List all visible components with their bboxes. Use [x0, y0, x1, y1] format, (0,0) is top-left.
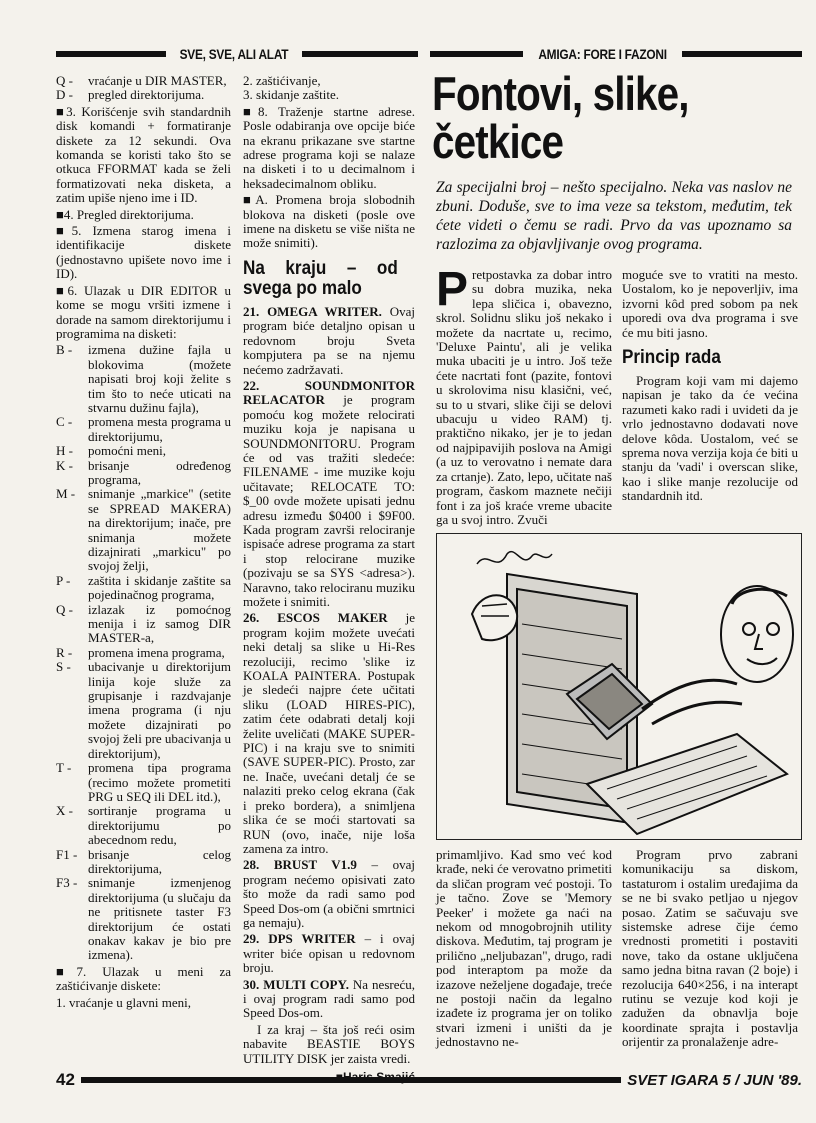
footer-rule: [81, 1077, 621, 1083]
paragraph: 22. SOUNDMONITOR RELACATOR je program pomoću kog možete relocirati muziku koja je napisana u SOUNDMONITORU. Program će od vas tražiti sledeće: FILENAME - ime muzike koju učitavate; RELOCATE TO: $_00 ovde možete upisati jednu adresu između $0400 i $9F00. Kada program završi relociranje ispisaće adrese programa za start i stop relocirane muzike (pozivaju se sa SYS <adresa>). Naravno, tako relociranu muziku možete i snimiti.: [243, 377, 415, 609]
paragraph: 26. ESCOS MAKER je program kojim možete uvećati neki detalj sa slike u Hi-Res rezoluciji, recimo 'slike iz KOALA PAINTERA. Postupak je sledeći najpre ćete učitati sliku (LOAD HIRES-PIC), zatim ćete odabrati detalj koji želite uveličati (MAKE SUPER-PIC) i na kraju sve to snimiti (SAVE SUPER-PIC). Prosto, zar ne. Inače, uvećani detalj će se nalaziti preko celog ekrana (čak i preko bordera), a snimljena slika će se moći startovati sa RUN (ovo, inače, nije loša zamena za intro.: [243, 610, 415, 856]
section-title-right: AMIGA: FORE I FAZONI: [538, 46, 667, 62]
subheading: Princip rada: [622, 347, 721, 369]
paragraph: ■3. Korišćenje svih standardnih disk komandi + formatiranje diskete za 12 sekundi. Ova komanda se koristi tako što se otkuca FFORMAT kada se želi formatizovati neka disketa, a zatim upiše njeno ime i ID.: [56, 103, 231, 206]
list-item: C - promena mesta programa u direktorijumu,: [56, 414, 231, 444]
paragraph: ■A. Promena broja slobodnih blokova na disketi (posle ove imene na disketu se više ništa ne može snimiti).: [243, 192, 415, 251]
paragraph: moguće sve to vratiti na mesto. Uostalom, ko je nepoverljiv, ima izvorni kôd pred sobom pa nek uporedi ova dva programa i sve će mu biti jasno.: [622, 267, 798, 340]
article-column-4: Program prvo zabrani komunikaciju sa diskom, tastaturom i ostalim uređajima da se ne bi svako petljao u njegov posao. Zatim se sačuvaju sve sistemske adrese čije ćemo vrednosti prometiti i postaviti nove, tako da ostane uključena samo jedna bitna ravan (2 boje) i rezolucija 640×256, i na interapt rutinu se vezuje kod koji je zadužen da obnavlja boje koordinate sprajta i postavlja orijentir za pronalaženje adre-: [622, 847, 798, 1050]
paragraph: 30. MULTI COPY. Na nesreću, i ovaj program radi samo pod Speed Dos-om.: [243, 976, 415, 1021]
list-item: R - promena imena programa,: [56, 644, 225, 660]
article-title: Fontovi, slike, četkice: [432, 67, 689, 168]
drop-cap: P: [436, 263, 469, 316]
article-column-3: primamljivo. Kad smo već kod krađe, neki će verovatno primetiti da sličan program već postoji. To je tačno. Zove se 'Memory Peeker' i možete ga naći na nekom od mnogobrojnih utility diskova. Međutim, taj program je prilično „neljubazan", drugo, radi pod interaptom pa može da izazove neželjene događaje, treće ne postoji način da legalno izađete iz programa jer on toliko stvari izmeni i uništi da je jednostavno ne-: [436, 847, 612, 1050]
list-item: 3. skidanje zaštite.: [243, 87, 340, 103]
list-item: F3 - snimanje izmenjenog direktorijuma (u slučaju da ne pritisnete taster F3 direktorijum će ostati onakav kakav je bio pre izmena).: [56, 875, 231, 963]
list-item: X - sortiranje programa u direktorijumu po abecednom redu,: [56, 803, 231, 848]
section-header-right: [430, 42, 802, 66]
paragraph: 28. BRUST V1.9 – ovaj program nećemo opisivati zato što može da radi samo pod Speed Dos-om (a obični smrtnici ga nemaju).: [243, 857, 415, 930]
paragraph: ■5. Izmena starog imena i identifikacije diskete (jednostavno upišete novo ime i ID).: [56, 223, 231, 282]
list-item: K - brisanje određenog programa,: [56, 457, 231, 487]
section-header-left: [56, 42, 418, 66]
list-item: D - pregled direktorijuma.: [56, 87, 205, 103]
section-title-left: SVE, SVE, ALI ALAT: [179, 46, 289, 62]
paragraph: ■7. Ulazak u meni za zaštićivanje diskete:: [56, 963, 231, 994]
list-item: S - ubacivanje u direktorijum linija koje služe za grupisanje i razdvajanje imena programa (i nju možete dizajnirati po svojoj želi pre ubacivanja u direktorijum),: [56, 659, 231, 761]
list-item: H - pomoćni meni,: [56, 443, 166, 459]
list-item: Q - izlazak iz pomoćnog menija i iz samog DIR MASTER-a,: [56, 601, 231, 646]
paragraph: Program koji vam mi dajemo napisan je tako da će većina razumeti kako radi i uvideti da je vrlo jednostavno dodavati nove delove kôda. Uostalom, već se sprema nova verzija koja će biti u stanju da 'vadi' i overscan slike, kao i slike manje rezolucije od standardnih itd.: [622, 373, 798, 504]
page-number: 42: [56, 1070, 75, 1089]
paragraph: ■4. Pregled direktorijuma.: [56, 206, 194, 222]
paragraph: 21. OMEGA WRITER. Ovaj program biće detaljno opisan u redovnom broju Sveta kompjutera pa se na njemu nećemo zadržavati.: [243, 303, 415, 377]
magazine-issue: SVET IGARA 5 / JUN '89.: [627, 1071, 802, 1089]
list-item: T - promena tipa programa (recimo možete prometiti PRG u SEQ ili DEL itd.),: [56, 760, 231, 804]
paragraph: ■8. Traženje startne adrese. Posle odabiranja ove opcije biće na ekranu prikazane sve startne adrese programa koji se nalaze na disketi i to u decimalnom i heksadecimalnom obliku.: [243, 103, 415, 191]
cartoon-illustration: [436, 533, 802, 840]
article-lead: Za specijalni broj – nešto specijalno. Neka vas naslov ne zbuni. Doduše, sve to ima veze sa tekstom, međutim, tek ćete videti o čemu se radi. Prvo da vas upoznamo sa razlozima za objavljivanje ovog programa.: [436, 179, 792, 253]
article-column-1: Pretpostavka za dobar intro su dobra muzika, neka lepa sličica i, obavezno, skrol. Solidnu sliku još nekako i možete da nacrtate u, recimo, 'Deluxe Paintu', ali je velika muka ubaciti je u intro. Još teže ćete nacrtati font (pazite, fontovi u skrolovima nisu klasični, već, su to u stvari, slike čiji se delovi ubacuju u video RAM) tj. praktično nikako, jer je to jedan od najpipavijih poslova na Amigi (a uz to verovatno i nemate dara za crtanje). Zato, lepo, učitate naš program, časkom maznete nečiji font i za još kraće vreme ubacite ga u svoj intro. Zvuči: [436, 263, 612, 527]
column-2: [243, 74, 415, 1084]
list-item: B - izmena dužine fajla u blokovima (možete napisati broj koji želite s tim što to neće uticati na stvarnu dužinu fajla),: [56, 342, 231, 415]
article-column-2: [622, 268, 798, 506]
list-item: M - snimanje „markice" (setite se SPREAD MAKERA) na direktorijum; inače, pre snimanja možete dizajnirati „markicu" po svojoj želji,: [56, 486, 231, 574]
editor-command-list: [56, 343, 231, 962]
list-item: 2. zaštićivanje,: [243, 73, 321, 88]
list-item: F1 - brisanje celog direktorijuma,: [56, 846, 231, 876]
paragraph: ■6. Ulazak u DIR EDITOR u kome se mogu vršiti izmene i dorade na samom direktorijumu i programima na disketi:: [56, 282, 231, 341]
cartoon-drawing: [437, 534, 801, 839]
paragraph: 1. vraćanje u glavni meni,: [56, 994, 192, 1010]
column-1: [56, 74, 231, 1010]
subheading: Na kraju – od svega po malo: [243, 257, 398, 299]
paragraph: I za kraj – šta još reći osim nabavite BEASTIE BOYS UTILITY DISK jer zaista vredi.: [243, 1021, 415, 1066]
paragraph: 29. DPS WRITER – i ovaj writer biće opisan u redovnom broju.: [243, 931, 415, 976]
page-footer: [56, 1068, 802, 1092]
list-item: Q - vraćanje u DIR MASTER,: [56, 73, 227, 88]
list-item: P - zaštita i skidanje zaštite sa pojedinačnog programa,: [56, 572, 231, 603]
